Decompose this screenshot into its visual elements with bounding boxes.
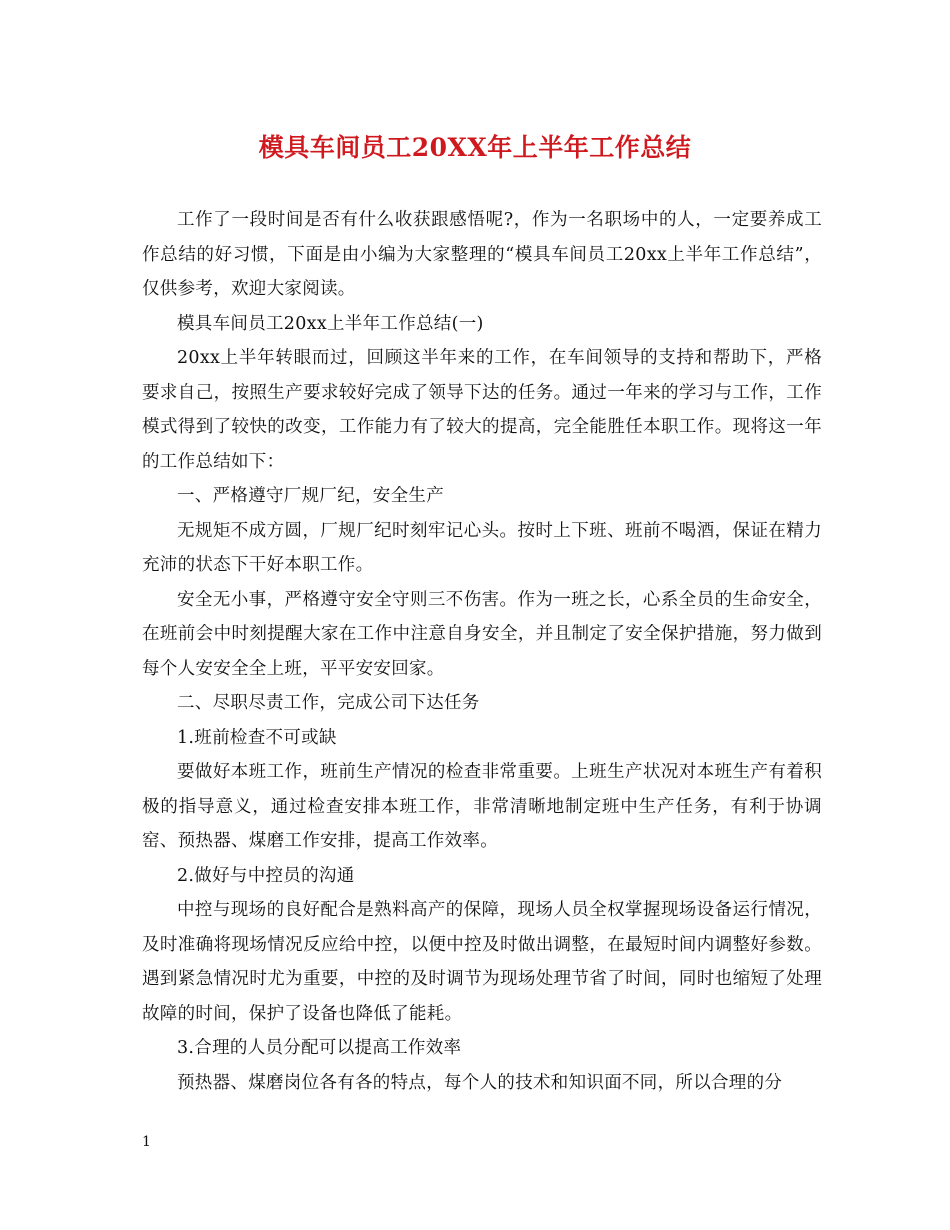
document-body [142,203,822,1100]
section-heading-2: 二、尽职尽责工作，完成公司下达任务 [177,693,480,713]
paragraph-subtitle: 模具车间员工20xx上半年工作总结(一) [177,313,484,334]
paragraph-staffing: 预热器、煤磨岗位各有各的特点，每个人的技术和知识面不同，所以合理的分 [177,1072,783,1093]
section-heading-1: 一、严格遵守厂规厂纪，安全生产 [177,486,444,506]
paragraph-communication: 中控与现场的良好配合是熟料高产的保障，现场人员全权掌握现场设备运行情况，及时准确将现场情况反应给中控，以便中控及时做出调整，在最短时间内调整好参数。遇到紧急情况时尤为重要，中控的及时调节为现场处理节省了时间，同时也缩短了处理故障的时间，保护了设备也降低了能耗。 [142,900,822,1024]
page-number: 1 [142,1134,151,1150]
paragraph-precheck: 要做好本班工作，班前生产情况的检查非常重要。上班生产状况对本班生产有着积极的指导意义，通过检查安排本班工作，非常清晰地制定班中生产任务，有利于协调窑、预热器、煤磨工作安排，提高工作效率。 [142,762,822,851]
paragraph-safety: 安全无小事，严格遵守安全守则三不伤害。作为一班之长，心系全员的生命安全，在班前会中时刻提醒大家在工作中注意自身安全，并且制定了安全保护措施，努力做到每个人安安全全上班，平平安安回家。 [142,589,822,679]
paragraph-rules: 无规矩不成方圆，厂规厂纪时刻牢记心头。按时上下班、班前不喝酒，保证在精力充沛的状态下干好本职工作。 [142,520,822,575]
paragraph-overview: 20xx上半年转眼而过，回顾这半年来的工作，在车间领导的支持和帮助下，严格要求自己，按照生产要求较好完成了领导下达的任务。通过一年来的学习与工作，工作模式得到了较快的改变，工作能力有了较大的提高，完全能胜任本职工作。现将这一年的工作总结如下： [142,348,822,472]
subheading-3: 3.合理的人员分配可以提高工作效率 [177,1038,462,1058]
document-title: 模具车间员工20XX年上半年工作总结 [258,133,692,162]
subheading-2: 2.做好与中控员的沟通 [177,865,355,886]
paragraph-intro: 工作了一段时间是否有什么收获跟感悟呢?，作为一名职场中的人，一定要养成工作总结的好习惯，下面是由小编为大家整理的“模具车间员工20xx上半年工作总结”，仅供参考，欢迎大家阅读。 [142,210,822,299]
subheading-1: 1.班前检查不可或缺 [177,727,337,748]
